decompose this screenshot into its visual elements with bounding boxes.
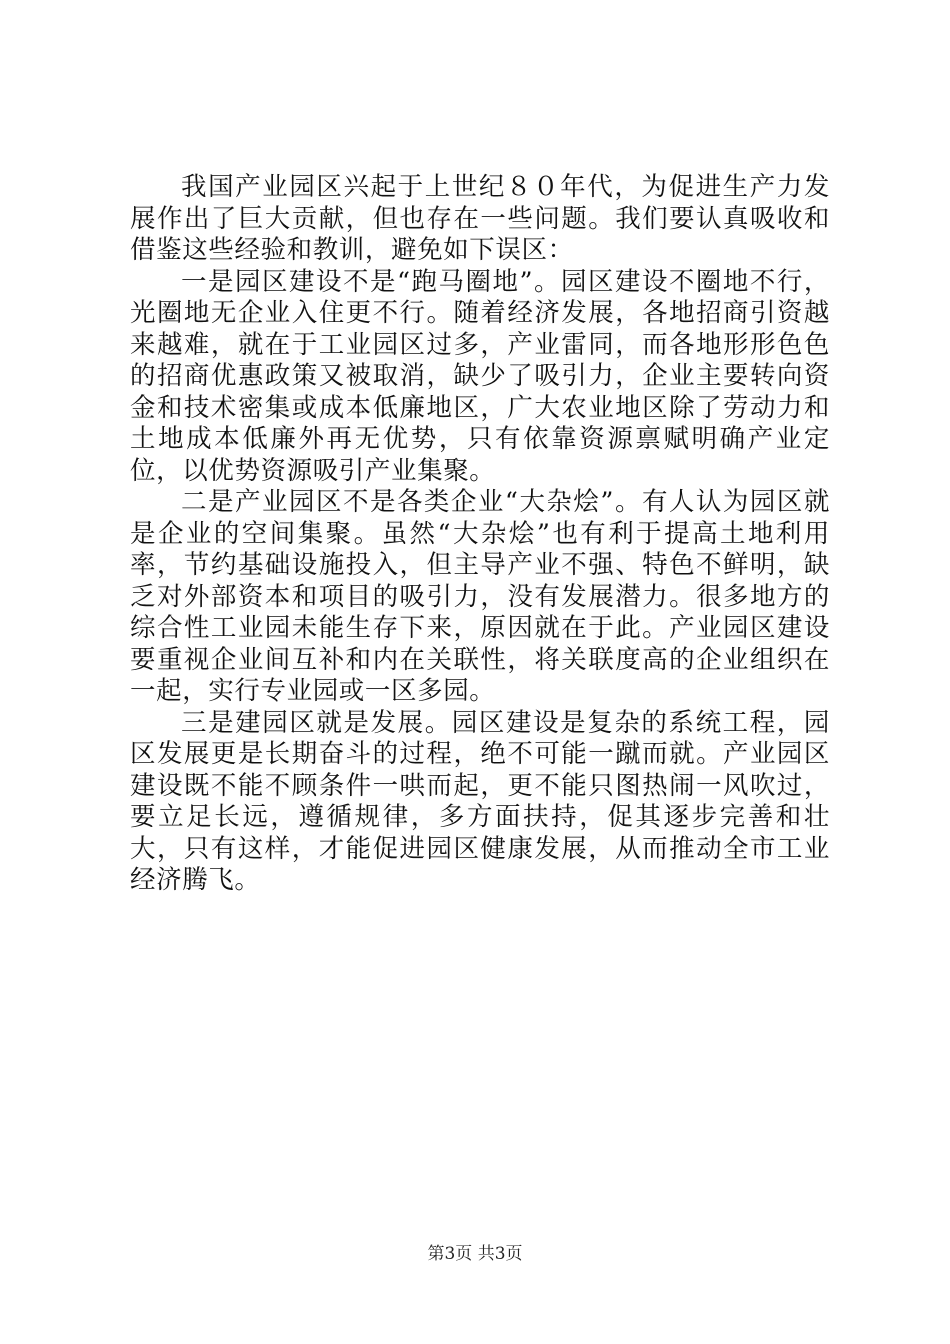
document-body bbox=[130, 172, 830, 897]
paragraph-point-three: 三是建园区就是发展。园区建设是复杂的系统工程，园区发展更是长期奋斗的过程，绝不可能一蹴而就。产业园区建设既不能不顾条件一哄而起，更不能只图热闹一风吹过，要立足长远，遵循规律，多方面扶持，促其逐步完善和壮大，只有这样，才能促进园区健康发展，从而推动全市工业经济腾飞。 bbox=[130, 707, 830, 895]
paragraph-intro: 我国产业园区兴起于上世纪８０年代，为促进生产力发展作出了巨大贡献，但也存在一些问题。我们要认真吸收和借鉴这些经验和教训，避免如下误区： bbox=[130, 172, 830, 265]
page-footer: 第3页 共3页 bbox=[427, 1244, 523, 1264]
paragraph-point-two: 二是产业园区不是各类企业“大杂烩”。有人认为园区就是企业的空间集聚。虽然“大杂烩”也有利于提高土地利用率，节约基础设施投入，但主导产业不强、特色不鲜明，缺乏对外部资本和项目的吸引力，没有发展潜力。很多地方的综合性工业园未能生存下来，原因就在于此。产业园区建设要重视企业间互补和内在关联性，将关联度高的企业组织在一起，实行专业园或一区多园。 bbox=[130, 487, 830, 706]
paragraph-point-one: 一是园区建设不是“跑马圈地”。园区建设不圈地不行，光圈地无企业入住更不行。随着经济发展，各地招商引资越来越难，就在于工业园区过多，产业雷同，而各地形形色色的招商优惠政策又被取消，缺少了吸引力，企业主要转向资金和技术密集或成本低廉地区，广大农业地区除了劳动力和土地成本低廉外再无优势，只有依靠资源禀赋明确产业定位，以优势资源吸引产业集聚。 bbox=[130, 266, 830, 486]
